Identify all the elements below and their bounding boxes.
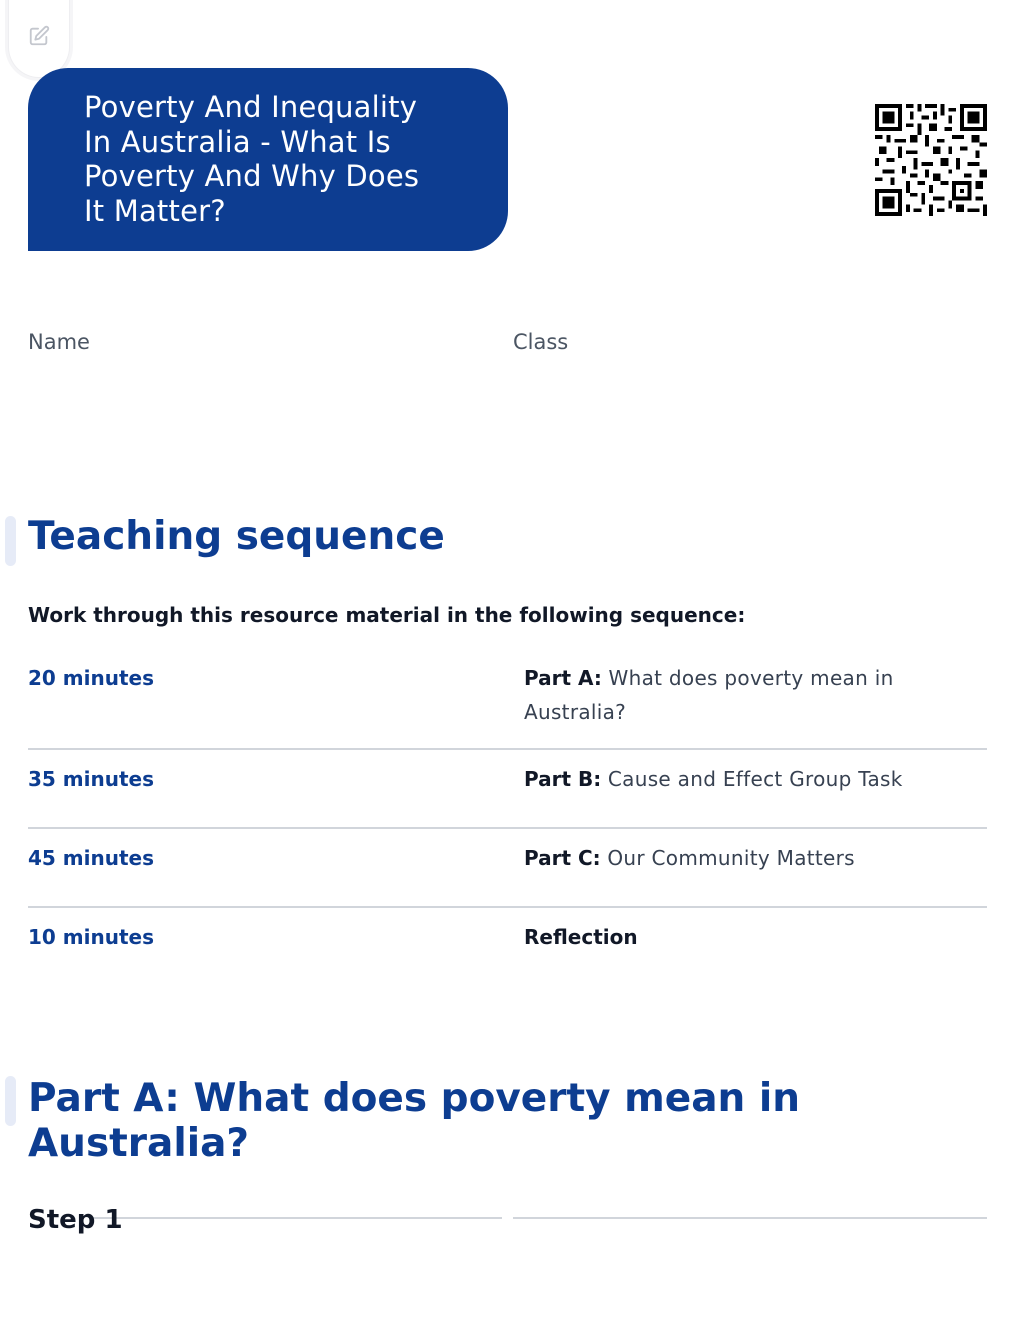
sequence-row xyxy=(28,750,987,829)
part-description: What does poverty mean in Australia? xyxy=(524,666,894,724)
sequence-description xyxy=(524,920,987,968)
pencil-square-icon xyxy=(28,25,50,47)
sequence-time: 35 minutes xyxy=(28,767,154,791)
part-a-heading: Part A: What does poverty mean in Australia? xyxy=(28,1076,801,1166)
title-line: It Matter? xyxy=(84,193,226,228)
sequence-time: 10 minutes xyxy=(28,925,154,949)
sequence-row xyxy=(28,829,987,908)
sequence-time: 45 minutes xyxy=(28,846,154,870)
part-label: Reflection xyxy=(524,925,638,949)
title-line: Poverty And Inequality xyxy=(84,90,418,124)
class-field-label: Class xyxy=(513,330,569,354)
sequence-table xyxy=(28,660,987,968)
sequence-row xyxy=(28,908,987,968)
title-banner xyxy=(28,68,508,251)
step-divider-left xyxy=(90,1217,502,1219)
part-description: Our Community Matters xyxy=(600,846,855,870)
name-field-label: Name xyxy=(28,330,90,354)
sequence-description xyxy=(524,841,987,906)
sequence-description xyxy=(524,762,987,827)
sequence-description xyxy=(524,661,987,748)
sequence-instruction: Work through this resource material in the following sequence: xyxy=(28,603,746,627)
title-line: In Australia - What Is xyxy=(84,124,391,159)
sequence-time: 20 minutes xyxy=(28,666,154,690)
teaching-sequence-heading: Teaching sequence xyxy=(28,514,445,559)
part-label: Part A: xyxy=(524,666,602,690)
sequence-row xyxy=(28,660,987,750)
part-description: Cause and Effect Group Task xyxy=(601,767,903,791)
part-label: Part B: xyxy=(524,767,602,791)
step-divider-right xyxy=(513,1217,987,1219)
step-1-label: Step 1 xyxy=(28,1205,123,1235)
worksheet-title xyxy=(84,90,468,228)
qr-code-icon xyxy=(875,104,987,216)
title-line: Poverty And Why Does xyxy=(84,159,420,193)
edit-button[interactable] xyxy=(8,0,70,78)
part-label: Part C: xyxy=(524,846,601,870)
heading-accent-bar xyxy=(5,1076,16,1126)
heading-accent-bar xyxy=(5,516,16,566)
